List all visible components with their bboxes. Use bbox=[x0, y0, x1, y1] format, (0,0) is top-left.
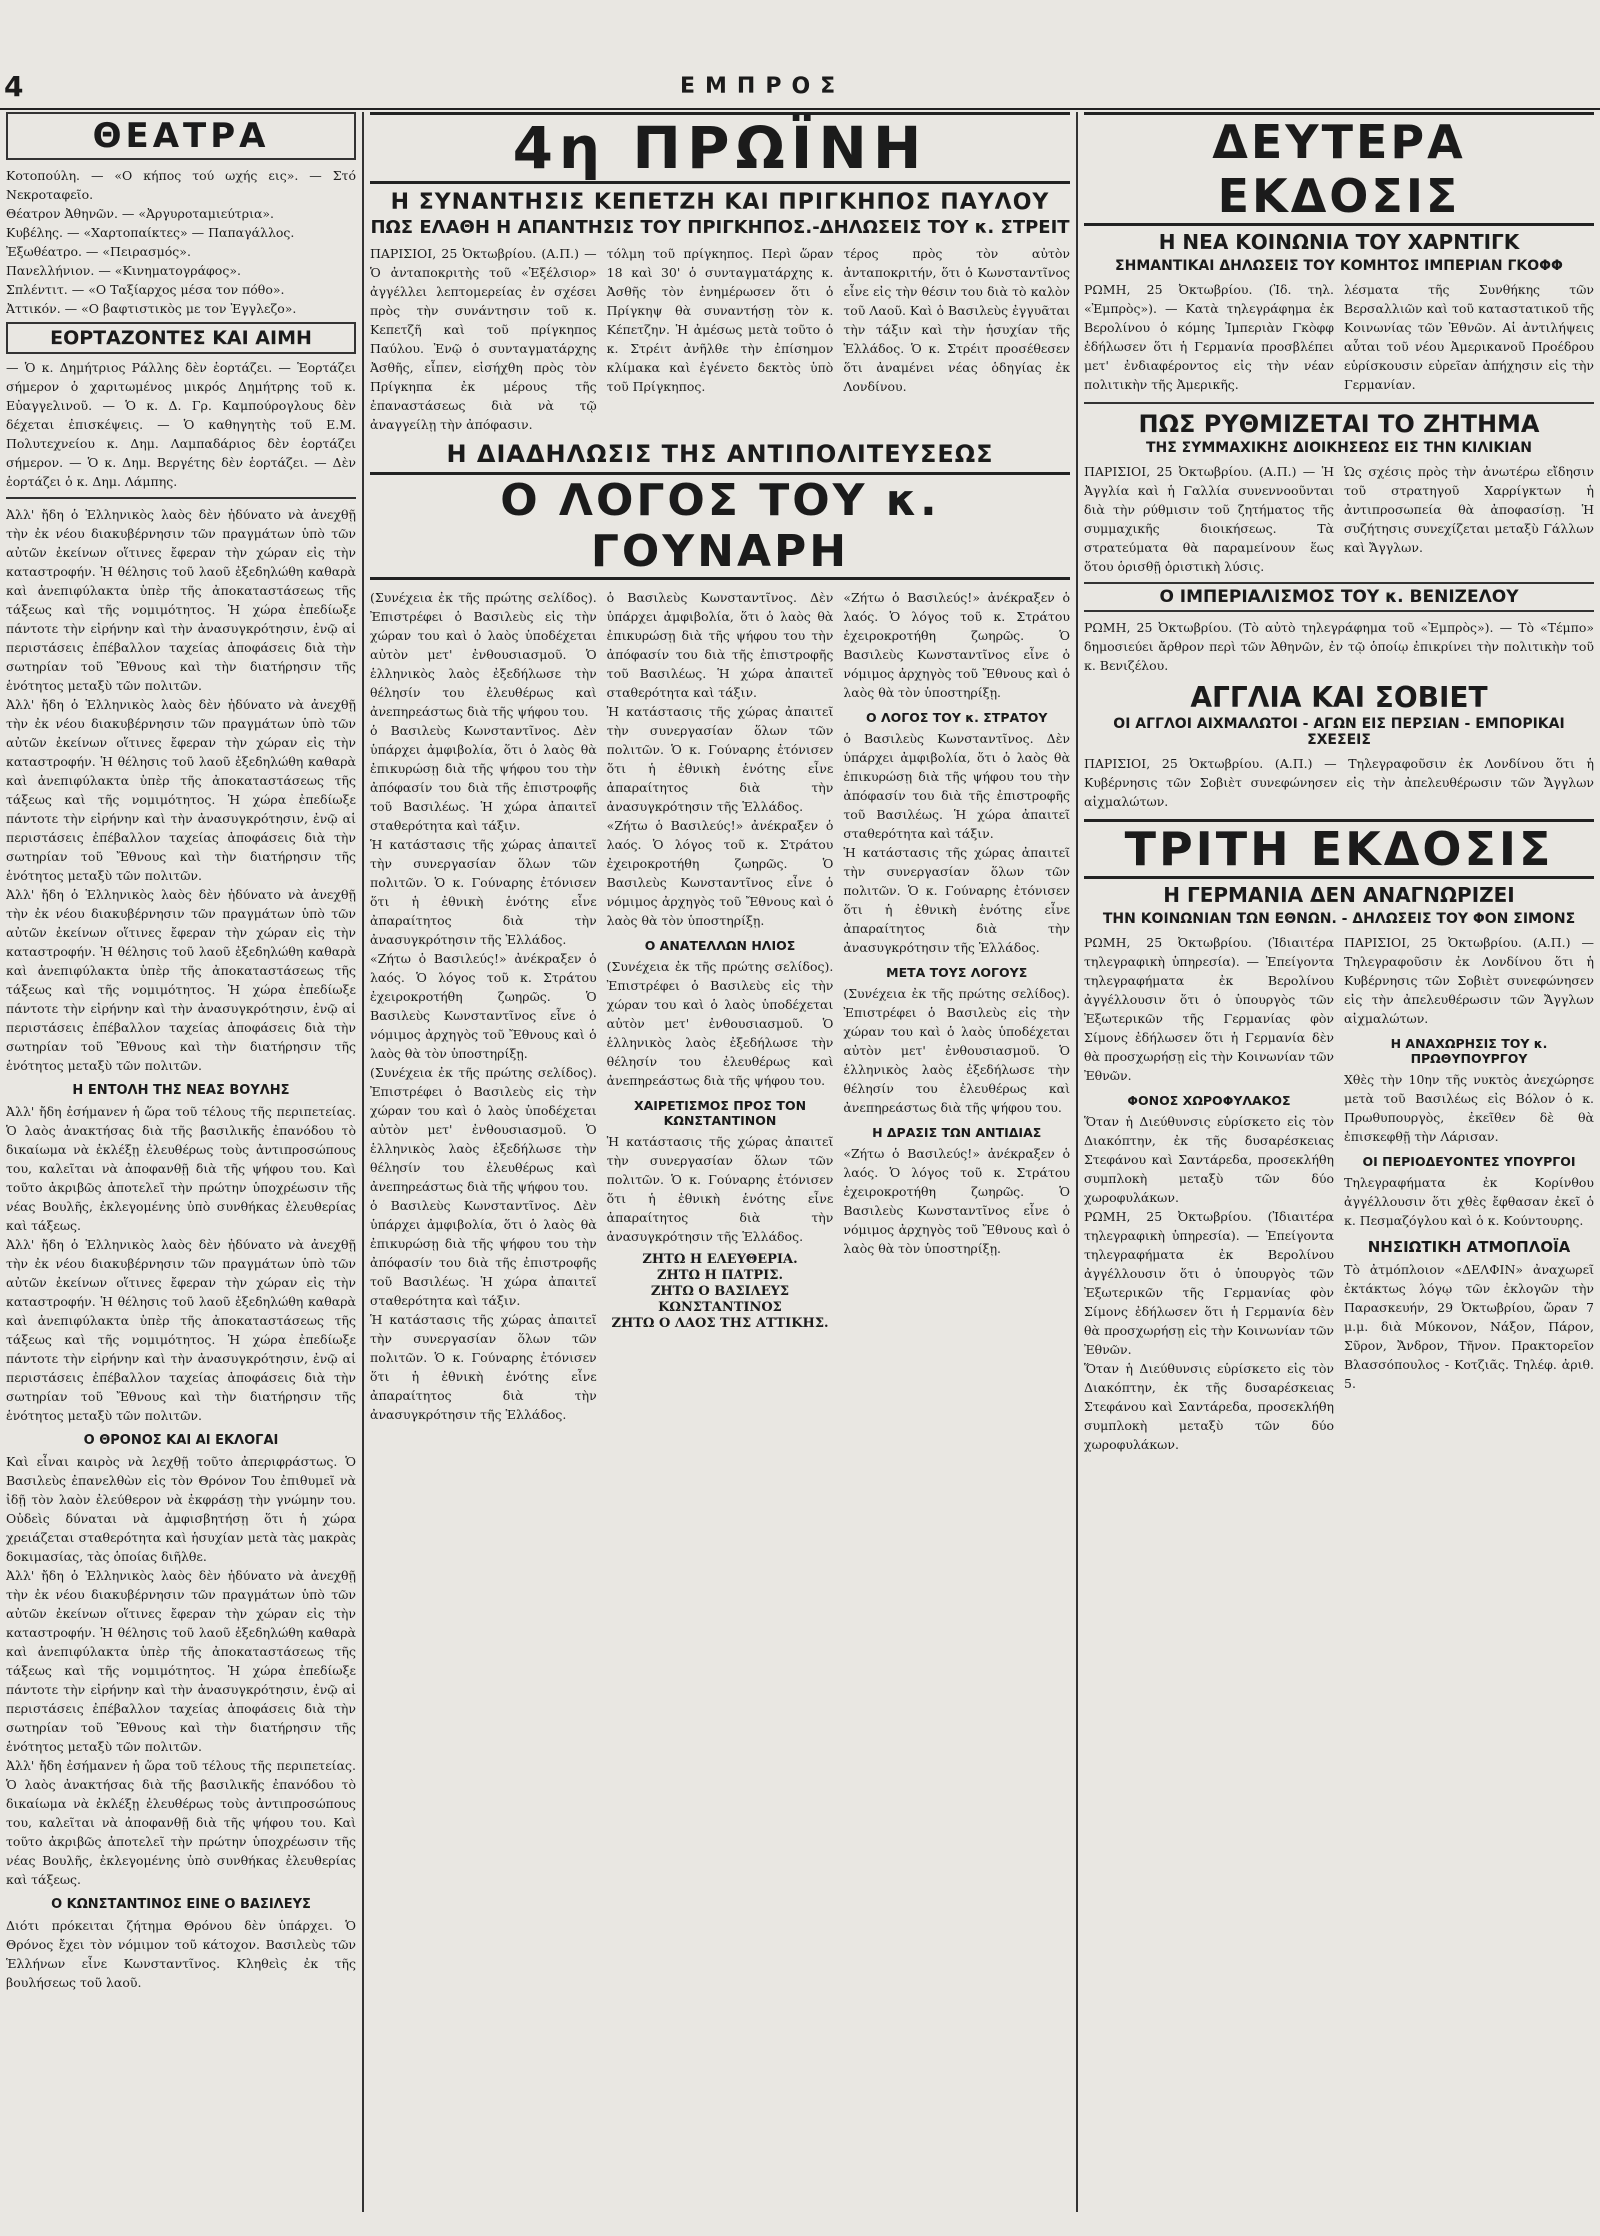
article-columns bbox=[1084, 933, 1594, 1454]
article-column: τέρος πρὸς τὸν αὐτὸν ἀνταποκριτήν, ὅτι ὁ Κωνσταντῖνος εἶνε εἰς τὴν θέσιν του διὰ τὸ καλὸν τοῦ Λαοῦ. Καὶ ὁ Βασιλεὺς ἐγγυᾶται τὴν τάξιν καὶ τὴν ἡσυχίαν τῆς Ἑλλάδος. Ὁ κ. Στρέιτ προσέθεσεν ὅτι ἀναμένει νέας ὁδηγίας ἐκ Λονδίνου. bbox=[843, 246, 1070, 394]
headline: Η ΓΕΡΜΑΝΙΑ ΔΕΝ ΑΝΑΓΝΩΡΙΖΕΙ bbox=[1163, 883, 1515, 907]
feasts-text: — Ὁ κ. Δημήτριος Ράλλης δὲν ἑορτάζει. — Ἑορτάζει σήμερον ὁ χαριτωμένος μικρός Δημήτρης τοῦ κ. Εὐαγγελινοῦ. — Ὁ κ. Δ. Γρ. Καμπούρογλους δὲν δέχεται ἐπισκέψεις. — Ὁ καθηγητὴς τοῦ Ε.Μ. Πολυτεχνείου κ. Δημ. Λαμπαδάριος δὲν ἑορτάζει σήμερον. — Ὁ κ. Δημ. Βεργέτης δὲν ἑορτάζει. — Δὲν ἑορτάζει ὁ κ. Δημ. Λάμπης. bbox=[6, 360, 356, 489]
feasts-heading: ΕΟΡΤΑΖΟΝΤΕΣ ΚΑΙ ΑΙΜΗ bbox=[6, 322, 356, 354]
article-column bbox=[1084, 933, 1334, 1454]
article-text: Ἀλλ' ἤδη ὁ Ἑλληνικὸς λαὸς δὲν ἠδύνατο νὰ ἀνεχθῇ τὴν ἐκ νέου διακυβέρνησιν τῶν πραγμάτων ὑπὸ τῶν αὐτῶν ἐκείνων οἵτινες ἔφεραν τὴν χώραν εἰς τὴν καταστροφήν. Ἡ θέλησις τοῦ λαοῦ ἐξεδηλώθη καθαρὰ καὶ ἀνεπιφύλακτα ὑπὲρ τῆς ἀποκαταστάσεως τῆς τάξεως καὶ τῆς νομιμότητος. Ἡ χώρα ἐπεδίωξε πάντοτε τὴν εἰρήνην καὶ τὴν ἀνασυγκρότησιν, ἐνῷ αἱ περιστάσεις ἐπέβαλλον ταχείας ἀποφάσεις διὰ τὴν σωτηρίαν τοῦ Ἔθνους καὶ τὴν διατήρησιν τῆς ἑνότητος μεταξὺ τῶν πολιτῶν. bbox=[6, 887, 356, 1073]
speech-text: ὁ Βασιλεὺς Κωνσταντῖνος. Δὲν ὑπάρχει ἀμφιβολία, ὅτι ὁ λαὸς θὰ ἐπικυρώσῃ διὰ τῆς ψήφου του τὴν ἀπόφασίν του διὰ τῆς ἐπιστροφῆς τοῦ Βασιλέως. Ἡ χώρα ἀπαιτεῖ σταθερότητα καὶ τάξιν. bbox=[370, 1198, 597, 1308]
section-text: Διότι πρόκειται ζήτημα Θρόνου δὲν ὑπάρχει. Ὁ Θρόνος ἔχει τὸν νόμιμον τοῦ κάτοχον. Βασιλεὺς τῶν Ἑλλήνων εἶνε Κωνσταντῖνος. Κληθεὶς ἐκ τῆς βουλήσεως τοῦ λαοῦ. bbox=[6, 1918, 356, 1990]
section-heading: Ο ΛΟΓΟΣ ΤΟΥ κ. ΣΤΡΑΤΟΥ bbox=[865, 710, 1048, 725]
article-column: ΡΩΜΗ, 25 Ὀκτωβρίου. (Ἰδ. τηλ. «Ἐμπρὸς»). — Κατὰ τηλεγράφημα ἐκ Βερολίνου ὁ κόμης Ἰμπεριὰν Γκὸφφ ἐδήλωσεν ὅτι ἡ Γερμανία προσβλέπει μετ' ἐνδιαφέροντος εἰς τὴν νέαν πολιτικὴν τῆς Ἀμερικῆς. bbox=[1084, 282, 1334, 392]
section-heading: Ο ΚΩΝΣΤΑΝΤΙΝΟΣ ΕΙΝΕ Ο ΒΑΣΙΛΕΥΣ bbox=[51, 1897, 311, 1912]
article-text: Ὅταν ἡ Διεύθυνσις εὑρίσκετο εἰς τὸν Διακόπτην, ἐκ τῆς δυσαρέσκειας Στεφάνου καὶ Σαντάρεδα, προσεκλήθη συμπλοκὴ μεταξὺ τῶν δύο χωροφυλάκων. bbox=[1084, 1361, 1334, 1452]
cheer-line: ΖΗΤΩ Η ΠΑΤΡΙΣ. bbox=[657, 1268, 783, 1283]
speech-column bbox=[607, 588, 834, 1424]
theatre-line: Ἀττικόν. — «Ο βαφτιστικὸς με τον Ἐγγλεζο». bbox=[6, 301, 297, 316]
article-text: Τηλεγραφήματα ἐκ Κορίνθου ἀγγέλλουσιν ὅτι χθὲς ἔφθασαν ἐκεῖ ὁ κ. Πεσμαζόγλου καὶ ὁ κ. Κούντουρης. bbox=[1344, 1175, 1594, 1228]
article-text: Ὅταν ἡ Διεύθυνσις εὑρίσκετο εἰς τὸν Διακόπτην, ἐκ τῆς δυσαρέσκειας Στεφάνου καὶ Σαντάρεδα, προσεκλήθη συμπλοκὴ μεταξὺ τῶν δύο χωροφυλάκων. bbox=[1084, 1114, 1334, 1205]
center-column bbox=[370, 112, 1070, 2222]
theatre-line: Πανελλήνιον. — «Κινηματογράφος». bbox=[6, 263, 241, 278]
left-column bbox=[6, 112, 356, 2222]
column-rule bbox=[1076, 112, 1078, 2212]
section-heading: ΝΗΣΙΩΤΙΚΗ ΑΤΜΟΠΛΟΪΑ bbox=[1367, 1238, 1571, 1256]
cheer-line: ΖΗΤΩ Ο ΒΑΣΙΛΕΥΣ ΚΩΝΣΤΑΝΤΙΝΟΣ bbox=[650, 1284, 790, 1315]
theatre-heading: ΘΕΑΤΡΑ bbox=[6, 112, 356, 160]
speech-text: «Ζήτω ὁ Βασιλεύς!» ἀνέκραξεν ὁ λαός. Ὁ λόγος τοῦ κ. Στράτου ἐχειροκροτήθη ζωηρῶς. Ὁ Βασιλεὺς Κωνσταντῖνος εἶνε ὁ νόμιμος ἀρχηγὸς τοῦ Ἔθνους καὶ ὁ λαὸς θὰ τὸν ὑποστηρίξῃ. bbox=[606, 818, 834, 928]
article-column: λέσματα τῆς Συνθήκης τῶν Βερσαλλιῶν καὶ τοῦ καταστατικοῦ τῆς Κοινωνίας τῶν Ἐθνῶν. Αἱ ἀντιλήψεις αὗται τοῦ νέου Ἀμερικανοῦ Προέδρου εὑρίσκουσιν εὐρεῖαν ἀπήχησιν εἰς τὴν Γερμανίαν. bbox=[1344, 282, 1594, 392]
section-heading: Ο ΑΝΑΤΕΛΛΩΝ ΗΛΙΟΣ bbox=[644, 938, 796, 953]
speech-column bbox=[843, 588, 1070, 1424]
article-columns bbox=[1084, 462, 1594, 576]
subheadline: ΤΗΝ ΚΟΙΝΩΝΙΑΝ ΤΩΝ ΕΘΝΩΝ. - ΔΗΛΩΣΕΙΣ ΤΟΥ ΦΟΝ ΣΙΜΟΝΣ bbox=[1102, 911, 1576, 927]
article-text: ΠΑΡΙΣΙΟΙ, 25 Ὀκτωβρίου. (Α.Π.) — Τηλεγραφοῦσιν ἐκ Λονδίνου ὅτι ἡ Κυβέρνησις τῶν Σοβιὲτ συνεφώνησεν εἰς τὴν ἀπελευθέρωσιν τῶν Ἄγγλων αἰχμαλώτων. bbox=[1084, 756, 1594, 809]
speech-text: «Ζήτω ὁ Βασιλεύς!» ἀνέκραξεν ὁ λαός. Ὁ λόγος τοῦ κ. Στράτου ἐχειροκροτήθη ζωηρῶς. Ὁ Βασιλεὺς Κωνσταντῖνος εἶνε ὁ νόμιμος ἀρχηγὸς τοῦ Ἔθνους καὶ ὁ λαὸς θὰ τὸν ὑποστηρίξῃ. bbox=[843, 590, 1070, 700]
section-text: Ἀλλ' ἤδη ὁ Ἑλληνικὸς λαὸς δὲν ἠδύνατο νὰ ἀνεχθῇ τὴν ἐκ νέου διακυβέρνησιν τῶν πραγμάτων ὑπὸ τῶν αὐτῶν ἐκείνων οἵτινες ἔφεραν τὴν χώραν εἰς τὴν καταστροφήν. Ἡ θέλησις τοῦ λαοῦ ἐξεδηλώθη καθαρὰ καὶ ἀνεπιφύλακτα ὑπὲρ τῆς ἀποκαταστάσεως τῆς τάξεως καὶ τῆς νομιμότητος. Ἡ χώρα ἐπεδίωξε πάντοτε τὴν εἰρήνην καὶ τὴν ἀνασυγκρότησιν, ἐνῷ αἱ περιστάσεις ἐπέβαλλον ταχείας ἀποφάσεις διὰ τὴν σωτηρίαν τοῦ Ἔθνους καὶ τὴν διατήρησιν τῆς ἑνότητος μεταξὺ τῶν πολιτῶν. bbox=[6, 1568, 356, 1754]
third-edition-banner: ΤΡΙΤΗ ΕΚΔΟΣΙΣ bbox=[1084, 819, 1594, 879]
section-text: Ἀλλ' ἤδη ἐσήμανεν ἡ ὥρα τοῦ τέλους τῆς περιπετείας. Ὁ λαὸς ἀνακτήσας διὰ τῆς βασιλικῆς ἐπανόδου τὸ δικαίωμα νὰ ἐκλέξῃ ἐλευθέρως τοὺς ἀντιπροσώπους του, καλεῖται νὰ ἀποφανθῇ διὰ τῆς ψήφου του. Καὶ τοῦτο ἀκριβῶς ἀποτελεῖ τὴν πρώτην ὑποχρέωσιν τῆς νέας Βουλῆς, ἐκλεγομένης ὑπὸ συνθήκας ἐλευθερίας καὶ τάξεως. bbox=[6, 1104, 356, 1233]
section-heading: ΧΑΙΡΕΤΙΣΜΟΣ ΠΡΟΣ ΤΟΝ ΚΩΝΣΤΑΝΤΙΝΟΝ bbox=[633, 1098, 807, 1128]
theatre-line: Θέατρον Ἀθηνῶν. — «Ἀργυροταμιεύτρια». bbox=[6, 206, 275, 221]
subheadline: ΠΩΣ ΕΛΑΘΗ Η ΑΠΑΝΤΗΣΙΣ ΤΟΥ ΠΡΙΓΚΗΠΟΣ.-ΔΗΛΩΣΕΙΣ ΤΟΥ κ. ΣΤΡΕΙΤ bbox=[370, 217, 1070, 238]
speech-text: (Συνέχεια ἐκ τῆς πρώτης σελίδος). Ἐπιστρέφει ὁ Βασιλεὺς εἰς τὴν χώραν του καὶ ὁ λαὸς ὑποδέχεται αὐτὸν μετ' ἐνθουσιασμοῦ. Ὁ ἑλληνικὸς λαὸς ἐξεδήλωσε τὴν θέλησίν του ἐλευθέρως καὶ ἀνεπηρεάστως διὰ τῆς ψήφου του. bbox=[606, 959, 834, 1088]
section-heading: ΟΙ ΠΕΡΙΟΔΕΥΟΝΤΕΣ ΥΠΟΥΡΓΟΙ bbox=[1362, 1154, 1576, 1169]
theatre-line: Κοτοπούλη. — «Ο κήπος τού ωχής εις». — Στό Νεκροταφεῖο. bbox=[6, 168, 356, 202]
theatre-line: Ἐξωθέατρο. — «Πειρασμός». bbox=[6, 244, 191, 259]
article-columns bbox=[370, 244, 1070, 434]
cheer-line: ΖΗΤΩ Η ΕΛΕΥΘΕΡΙΑ. bbox=[642, 1252, 798, 1267]
article-columns bbox=[1084, 280, 1594, 394]
speech-text: «Ζήτω ὁ Βασιλεύς!» ἀνέκραξεν ὁ λαός. Ὁ λόγος τοῦ κ. Στράτου ἐχειροκροτήθη ζωηρῶς. Ὁ Βασιλεὺς Κωνσταντῖνος εἶνε ὁ νόμιμος ἀρχηγὸς τοῦ Ἔθνους καὶ ὁ λαὸς θὰ τὸν ὑποστηρίξῃ. bbox=[843, 1146, 1070, 1256]
speech-text: Ἡ κατάστασις τῆς χώρας ἀπαιτεῖ τὴν συνεργασίαν ὅλων τῶν πολιτῶν. Ὁ κ. Γούναρης ἐτόνισεν ὅτι ἡ ἐθνικὴ ἑνότης εἶνε ἀπαραίτητος διὰ τὴν ἀνασυγκρότησιν τῆς Ἑλλάδος. bbox=[843, 845, 1070, 955]
section-heading: Ο ΘΡΟΝΟΣ ΚΑΙ ΑΙ ΕΚΛΟΓΑΙ bbox=[83, 1433, 279, 1448]
section-text: Ἀλλ' ἤδη ὁ Ἑλληνικὸς λαὸς δὲν ἠδύνατο νὰ ἀνεχθῇ τὴν ἐκ νέου διακυβέρνησιν τῶν πραγμάτων ὑπὸ τῶν αὐτῶν ἐκείνων οἵτινες ἔφεραν τὴν χώραν εἰς τὴν καταστροφήν. Ἡ θέλησις τοῦ λαοῦ ἐξεδηλώθη καθαρὰ καὶ ἀνεπιφύλακτα ὑπὲρ τῆς ἀποκαταστάσεως τῆς τάξεως καὶ τῆς νομιμότητος. Ἡ χώρα ἐπεδίωξε πάντοτε τὴν εἰρήνην καὶ τὴν ἀνασυγκρότησιν, ἐνῷ αἱ περιστάσεις ἐπέβαλλον ταχείας ἀποφάσεις διὰ τὴν σωτηρίαν τοῦ Ἔθνους καὶ τὴν διατήρησιν τῆς ἑνότητος μεταξὺ τῶν πολιτῶν. bbox=[6, 1237, 356, 1423]
headline: Η ΣΥΝΑΝΤΗΣΙΣ ΚΕΠΕΤΖΗ ΚΑΙ ΠΡΙΓΚΗΠΟΣ ΠΑΥΛΟΥ bbox=[390, 190, 1050, 215]
headline: ΑΓΓΛΙΑ ΚΑΙ ΣΟΒΙΕΤ bbox=[1190, 681, 1488, 714]
article-text: Τὸ ἀτμόπλοιον «ΔΕΛΦΙΝ» ἀναχωρεῖ ἐκτάκτως λόγῳ τῶν ἐκλογῶν τὴν Παρασκευήν, 29 Ὀκτωβρίου, ὥραν 7 μ.μ. διὰ Μύκονον, Νάξον, Πάρον, Σῦρον, Ἄνδρον, Τῆνον. Πρακτορεῖον Βλασσόπουλος - Κοτζιᾶς. Τηλέφ. ἀριθ. 5. bbox=[1344, 1262, 1594, 1391]
speech-text: ὁ Βασιλεὺς Κωνσταντῖνος. Δὲν ὑπάρχει ἀμφιβολία, ὅτι ὁ λαὸς θὰ ἐπικυρώσῃ διὰ τῆς ψήφου του τὴν ἀπόφασίν του διὰ τῆς ἐπιστροφῆς τοῦ Βασιλέως. Ἡ χώρα ἀπαιτεῖ σταθερότητα καὶ τάξιν. bbox=[606, 590, 834, 700]
article-text: Χθὲς τὴν 10ην τῆς νυκτὸς ἀνεχώρησε μετὰ τοῦ Βασιλέως εἰς Βόλον ὁ κ. Πρωθυπουργὸς, ἐκεῖθεν δὲ θὰ ἐπισκεφθῇ τὴν Λάρισαν. bbox=[1344, 1072, 1594, 1144]
speech-column bbox=[370, 588, 597, 1424]
speech-columns bbox=[370, 588, 1070, 1424]
section-heading: ΦΟΝΟΣ ΧΩΡΟΦΥΛΑΚΟΣ bbox=[1127, 1093, 1291, 1108]
speech-text: (Συνέχεια ἐκ τῆς πρώτης σελίδος). Ἐπιστρέφει ὁ Βασιλεὺς εἰς τὴν χώραν του καὶ ὁ λαὸς ὑποδέχεται αὐτὸν μετ' ἐνθουσιασμοῦ. Ὁ ἑλληνικὸς λαὸς ἐξεδήλωσε τὴν θέλησίν του ἐλευθέρως καὶ ἀνεπηρεάστως διὰ τῆς ψήφου του. bbox=[843, 986, 1070, 1115]
headline: ΠΩΣ ΡΥΘΜΙΖΕΤΑΙ ΤΟ ΖΗΤΗΜΑ bbox=[1084, 402, 1594, 438]
column-rule bbox=[362, 112, 364, 2212]
section-heading: Η ΔΡΑΣΙΣ ΤΩΝ ΑΝΤΙΔΙΑΣ bbox=[872, 1125, 1042, 1140]
theatre-listing bbox=[6, 166, 356, 318]
speech-text: (Συνέχεια ἐκ τῆς πρώτης σελίδος). Ἐπιστρέφει ὁ Βασιλεὺς εἰς τὴν χώραν του καὶ ὁ λαὸς ὑποδέχεται αὐτὸν μετ' ἐνθουσιασμοῦ. Ὁ ἑλληνικὸς λαὸς ἐξεδήλωσε τὴν θέλησίν του ἐλευθέρως καὶ ἀνεπηρεάστως διὰ τῆς ψήφου του. bbox=[370, 1065, 597, 1194]
page-number: 4 bbox=[4, 70, 24, 103]
headline: Η ΝΕΑ ΚΟΙΝΩΝΙΑ ΤΟΥ ΧΑΡΝΤΙΓΚ bbox=[1158, 230, 1520, 254]
article-column: ΠΑΡΙΣΙΟΙ, 25 Ὀκτωβρίου. (Α.Π.) — Ὁ ἀνταποκριτὴς τοῦ «Ἐξέλσιορ» ἀγγέλλει λεπτομερείας ἐν σχέσει πρὸς τὴν συνάντησιν τοῦ κ. Κεπετζῆ καὶ τοῦ πρίγκηπος Παύλου. Ἐνῷ ὁ συνταγματάρχης Ἀσθῆς, εἶπεν, εἰσήχθη πρὸς τὸν Πρίγκηπα ἐκ μέρους τῆς ἐπαναστάσεως διὰ νὰ τῷ ἀναγγείλῃ τὴν ἀπόφασιν. bbox=[370, 246, 597, 432]
speech-text: ὁ Βασιλεὺς Κωνσταντῖνος. Δὲν ὑπάρχει ἀμφιβολία, ὅτι ὁ λαὸς θὰ ἐπικυρώσῃ διὰ τῆς ψήφου του τὴν ἀπόφασίν του διὰ τῆς ἐπιστροφῆς τοῦ Βασιλέως. Ἡ χώρα ἀπαιτεῖ σταθερότητα καὶ τάξιν. bbox=[843, 731, 1070, 841]
speech-text: (Συνέχεια ἐκ τῆς πρώτης σελίδος). Ἐπιστρέφει ὁ Βασιλεὺς εἰς τὴν χώραν του καὶ ὁ λαὸς ὑποδέχεται αὐτὸν μετ' ἐνθουσιασμοῦ. Ὁ ἑλληνικὸς λαὸς ἐξεδήλωσε τὴν θέλησίν του ἐλευθέρως καὶ ἀνεπηρεάστως διὰ τῆς ψήφου του. bbox=[370, 590, 597, 719]
section-heading: Η ΑΝΑΧΩΡΗΣΙΣ ΤΟΥ κ. ΠΡΩΘΥΠΟΥΡΓΟΥ bbox=[1390, 1036, 1548, 1066]
speech-text: Ἡ κατάστασις τῆς χώρας ἀπαιτεῖ τὴν συνεργασίαν ὅλων τῶν πολιτῶν. Ὁ κ. Γούναρης ἐτόνισεν ὅτι ἡ ἐθνικὴ ἑνότης εἶνε ἀπαραίτητος διὰ τὴν ἀνασυγκρότησιν τῆς Ἑλλάδος. bbox=[606, 1134, 834, 1244]
speech-text: Ἡ κατάστασις τῆς χώρας ἀπαιτεῖ τὴν συνεργασίαν ὅλων τῶν πολιτῶν. Ὁ κ. Γούναρης ἐτόνισεν ὅτι ἡ ἐθνικὴ ἑνότης εἶνε ἀπαραίτητος διὰ τὴν ἀνασυγκρότησιν τῆς Ἑλλάδος. bbox=[370, 837, 597, 947]
article-column: Ὡς σχέσις πρὸς τὴν ἀνωτέρω εἴδησιν τοῦ στρατηγοῦ Χαρρίγκτων ἡ ἀντιπροσωπεία θὰ ἀποφασίσῃ. Ἡ συζήτησις συνεχίζεται μεταξὺ Γάλλων καὶ Ἄγγλων. bbox=[1344, 464, 1594, 555]
article-text: ΠΑΡΙΣΙΟΙ, 25 Ὀκτωβρίου. (Α.Π.) — Τηλεγραφοῦσιν ἐκ Λονδίνου ὅτι ἡ Κυβέρνησις τῶν Σοβιὲτ συνεφώνησεν εἰς τὴν ἀπελευθέρωσιν τῶν Ἄγγλων αἰχμαλώτων. bbox=[1344, 935, 1594, 1026]
speech-text: Ἡ κατάστασις τῆς χώρας ἀπαιτεῖ τὴν συνεργασίαν ὅλων τῶν πολιτῶν. Ὁ κ. Γούναρης ἐτόνισεν ὅτι ἡ ἐθνικὴ ἑνότης εἶνε ἀπαραίτητος διὰ τὴν ἀνασυγκρότησιν τῆς Ἑλλάδος. bbox=[606, 704, 834, 814]
second-edition-banner: ΔΕΥΤΕΡΑ ΕΚΔΟΣΙΣ bbox=[1084, 112, 1594, 226]
cheer-lines bbox=[607, 1252, 834, 1332]
section-banner: Η ΔΙΑΔΗΛΩΣΙΣ ΤΗΣ ΑΝΤΙΠΟΛΙΤΕΥΣΕΩΣ bbox=[446, 440, 994, 468]
article-text: ΡΩΜΗ, 25 Ὀκτωβρίου. (Ἰδιαιτέρα τηλεγραφικὴ ὑπηρεσία). — Ἐπείγοντα τηλεγραφήματα ἐκ Βερολίνου ἀγγέλλουσιν ὅτι ὁ ὑπουργὸς τῶν Ἐξωτερικῶν τῆς Γερμανίας φὸν Σίμονς ἐδήλωσεν ὅτι ἡ Γερμανία δὲν θὰ προσχωρήσῃ εἰς τὴν Κοινωνίαν τῶν Ἐθνῶν. bbox=[1084, 1209, 1334, 1357]
newspaper-name: ΕΜΠΡΟΣ bbox=[680, 74, 846, 99]
subheadline: ΣΗΜΑΝΤΙΚΑΙ ΔΗΛΩΣΕΙΣ ΤΟΥ ΚΟΜΗΤΟΣ ΙΜΠΕΡΙΑΝ ΓΚΟΦΦ bbox=[1115, 258, 1563, 274]
subheadline: ΤΗΣ ΣΥΜΜΑΧΙΚΗΣ ΔΙΟΙΚΗΣΕΩΣ ΕΙΣ ΤΗΝ ΚΙΛΙΚΙΑΝ bbox=[1145, 440, 1533, 456]
theatre-line: Σπλέντιτ. — «Ο Ταξίαρχος μέσα τον πόθο». bbox=[6, 282, 285, 297]
section-banner-large: Ο ΛΟΓΟΣ ΤΟΥ κ. ΓΟΥΝΑΡΗ bbox=[370, 472, 1070, 580]
article-column bbox=[1344, 933, 1594, 1454]
speech-text: «Ζήτω ὁ Βασιλεύς!» ἀνέκραξεν ὁ λαός. Ὁ λόγος τοῦ κ. Στράτου ἐχειροκροτήθη ζωηρῶς. Ὁ Βασιλεὺς Κωνσταντῖνος εἶνε ὁ νόμιμος ἀρχηγὸς τοῦ Ἔθνους καὶ ὁ λαὸς θὰ τὸν ὑποστηρίξῃ. bbox=[370, 951, 597, 1061]
article-text: Ἀλλ' ἤδη ὁ Ἑλληνικὸς λαὸς δὲν ἠδύνατο νὰ ἀνεχθῇ τὴν ἐκ νέου διακυβέρνησιν τῶν πραγμάτων ὑπὸ τῶν αὐτῶν ἐκείνων οἵτινες ἔφεραν τὴν χώραν εἰς τὴν καταστροφήν. Ἡ θέλησις τοῦ λαοῦ ἐξεδηλώθη καθαρὰ καὶ ἀνεπιφύλακτα ὑπὲρ τῆς ἀποκαταστάσεως τῆς τάξεως καὶ τῆς νομιμότητος. Ἡ χώρα ἐπεδίωξε πάντοτε τὴν εἰρήνην καὶ τὴν ἀνασυγκρότησιν, ἐνῷ αἱ περιστάσεις ἐπέβαλλον ταχείας ἀποφάσεις διὰ τὴν σωτηρίαν τοῦ Ἔθνους καὶ τὴν διατήρησιν τῆς ἑνότητος μεταξὺ τῶν πολιτῶν. bbox=[6, 507, 356, 693]
article-column: τόλμη τοῦ πρίγκηπος. Περὶ ὥραν 18 καὶ 30' ὁ συνταγματάρχης κ. Ἀσθῆς τὸν ἐνημέρωσεν ὅτι ὁ Πρίγκηψ θὰ συναντήσῃ τὸν κ. Κέπετζην. Ἡ ἀμέσως μετὰ τοῦτο ὁ κ. Στρέιτ ἀνῆλθε τὴν ἐπίσημον κλίμακα καὶ ἐγένετο δεκτὸς ὑπὸ τοῦ Πρίγκηπος. bbox=[606, 246, 834, 394]
section-heading: ΜΕΤΑ ΤΟΥΣ ΛΟΓΟΥΣ bbox=[886, 965, 1028, 980]
article-text: Ἀλλ' ἤδη ὁ Ἑλληνικὸς λαὸς δὲν ἠδύνατο νὰ ἀνεχθῇ τὴν ἐκ νέου διακυβέρνησιν τῶν πραγμάτων ὑπὸ τῶν αὐτῶν ἐκείνων οἵτινες ἔφεραν τὴν χώραν εἰς τὴν καταστροφήν. Ἡ θέλησις τοῦ λαοῦ ἐξεδηλώθη καθαρὰ καὶ ἀνεπιφύλακτα ὑπὲρ τῆς ἀποκαταστάσεως τῆς τάξεως καὶ τῆς νομιμότητος. Ἡ χώρα ἐπεδίωξε πάντοτε τὴν εἰρήνην καὶ τὴν ἀνασυγκρότησιν, ἐνῷ αἱ περιστάσεις ἐπέβαλλον ταχείας ἀποφάσεις διὰ τὴν σωτηρίαν τοῦ Ἔθνους καὶ τὴν διατήρησιν τῆς ἑνότητος μεταξὺ τῶν πολιτῶν. bbox=[6, 697, 356, 883]
article-column: ΠΑΡΙΣΙΟΙ, 25 Ὀκτωβρίου. (Α.Π.) — Ἡ Ἀγγλία καὶ ἡ Γαλλία συνεννοοῦνται διὰ τὴν ρύθμισιν τοῦ ζητήματος τῆς συμμαχικῆς διοικήσεως. Τὰ στρατεύματα θὰ παραμείνουν ἕως ὅτου ὁρισθῇ ὁριστικὴ λύσις. bbox=[1084, 464, 1334, 574]
speech-text: Ἡ κατάστασις τῆς χώρας ἀπαιτεῖ τὴν συνεργασίαν ὅλων τῶν πολιτῶν. Ὁ κ. Γούναρης ἐτόνισεν ὅτι ἡ ἐθνικὴ ἑνότης εἶνε ἀπαραίτητος διὰ τὴν ἀνασυγκρότησιν τῆς Ἑλλάδος. bbox=[370, 1312, 597, 1422]
subheadline: ΟΙ ΑΓΓΛΟΙ ΑΙΧΜΑΛΩΤΟΙ - ΑΓΩΝ ΕΙΣ ΠΕΡΣΙΑΝ - ΕΜΠΟΡΙΚΑΙ ΣΧΕΣΕΙΣ bbox=[1113, 716, 1565, 748]
article-text: ΡΩΜΗ, 25 Ὀκτωβρίου. (Τὸ αὐτὸ τηλεγράφημα τοῦ «Ἐμπρὸς»). — Τὸ «Τέμπο» δημοσιεύει ἄρθρον περὶ τῶν Ἀθηνῶν, ἐν τῷ ὁποίῳ ἐπικρίνει τὴν πολιτικὴν τοῦ κ. Βενιζέλου. bbox=[1084, 620, 1594, 673]
section-text: Ἀλλ' ἤδη ἐσήμανεν ἡ ὥρα τοῦ τέλους τῆς περιπετείας. Ὁ λαὸς ἀνακτήσας διὰ τῆς βασιλικῆς ἐπανόδου τὸ δικαίωμα νὰ ἐκλέξῃ ἐλευθέρως τοὺς ἀντιπροσώπους του, καλεῖται νὰ ἀποφανθῇ διὰ τῆς ψήφου του. Καὶ τοῦτο ἀκριβῶς ἀποτελεῖ τὴν πρώτην ὑποχρέωσιν τῆς νέας Βουλῆς, ἐκλεγομένης ὑπὸ συνθήκας ἐλευθερίας καὶ τάξεως. bbox=[6, 1758, 356, 1887]
right-column bbox=[1084, 112, 1594, 2222]
section-heading: Η ΕΝΤΟΛΗ ΤΗΣ ΝΕΑΣ ΒΟΥΛΗΣ bbox=[72, 1083, 290, 1098]
section-text: Καὶ εἶναι καιρὸς νὰ λεχθῇ τοῦτο ἀπεριφράστως. Ὁ Βασιλεὺς ἐπανελθὼν εἰς τὸν Θρόνον Του ἐπιθυμεῖ νὰ ἰδῇ τὸν λαὸν ἐλεύθερον νὰ ἐκφράσῃ τὴν γνώμην του. Οὐδεὶς δύναται νὰ ἀμφισβητήσῃ ὅτι ἡ χώρα χρειάζεται σταθερότητα καὶ ἡσυχίαν μετὰ τὰς μακρὰς δοκιμασίας, τὰς ὁποίας διῆλθε. bbox=[6, 1454, 356, 1564]
headline: Ο ΙΜΠΕΡΙΑΛΙΣΜΟΣ ΤΟΥ κ. ΒΕΝΙΖΕΛΟΥ bbox=[1084, 582, 1594, 612]
edition-banner: 4η ΠΡΩΪΝΗ bbox=[370, 112, 1070, 184]
cheer-line: ΖΗΤΩ Ο ΛΑΟΣ ΤΗΣ ΑΤΤΙΚΗΣ. bbox=[611, 1316, 829, 1331]
theatre-line: Κυβέλης. — «Χαρτοπαίκτες» — Παπαγάλλος. bbox=[6, 225, 295, 240]
speech-text: ὁ Βασιλεὺς Κωνσταντῖνος. Δὲν ὑπάρχει ἀμφιβολία, ὅτι ὁ λαὸς θὰ ἐπικυρώσῃ διὰ τῆς ψήφου του τὴν ἀπόφασίν του διὰ τῆς ἐπιστροφῆς τοῦ Βασιλέως. Ἡ χώρα ἀπαιτεῖ σταθερότητα καὶ τάξιν. bbox=[370, 723, 597, 833]
divider bbox=[6, 497, 356, 499]
article-text: ΡΩΜΗ, 25 Ὀκτωβρίου. (Ἰδιαιτέρα τηλεγραφικὴ ὑπηρεσία). — Ἐπείγοντα τηλεγραφήματα ἐκ Βερολίνου ἀγγέλλουσιν ὅτι ὁ ὑπουργὸς τῶν Ἐξωτερικῶν τῆς Γερμανίας φὸν Σίμονς ἐδήλωσεν ὅτι ἡ Γερμανία δὲν θὰ προσχωρήσῃ εἰς τὴν Κοινωνίαν τῶν Ἐθνῶν. bbox=[1084, 935, 1334, 1083]
